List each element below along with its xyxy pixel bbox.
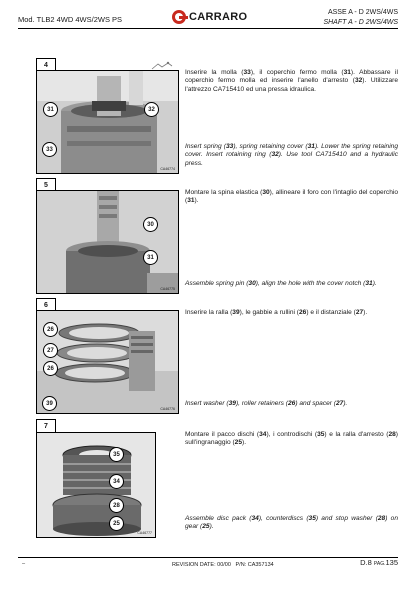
text-run: ), spring retaining cover ( (233, 143, 308, 150)
text-run: Inserire la ralla ( (185, 309, 233, 316)
revision-value: 00/00 (217, 562, 231, 568)
page-label: PAG. (373, 561, 386, 567)
text-run: ) and spacer ( (295, 400, 337, 407)
part-ref: 26 (287, 400, 296, 407)
pn-label: P/N: (235, 562, 247, 568)
text-run: ), le gabbie a rullini ( (239, 309, 299, 316)
callout: 26 (43, 361, 58, 376)
text-run: Insert washer ( (185, 400, 229, 407)
text-run: ). (314, 143, 319, 150)
text-run: ) sull'ingranaggio ( (185, 431, 398, 447)
part-ref: 31 (187, 197, 195, 205)
callout: 31 (43, 102, 58, 117)
text-run: ), i controdischi ( (266, 431, 318, 438)
text-run: Inserire la molla ( (185, 69, 244, 76)
text-run: Assemble disc pack ( (185, 515, 252, 522)
step-number: 5 (36, 178, 56, 192)
text-run: Assemble spring pin ( (185, 280, 249, 287)
step-text-en (185, 143, 398, 168)
page-number: 135 (385, 558, 398, 567)
footer-rule (18, 557, 398, 558)
revision-info (172, 562, 274, 568)
callout: 25 (109, 516, 124, 531)
text-run: ). (242, 439, 247, 447)
part-ref: 35 (317, 431, 325, 438)
text-run: ). (362, 77, 367, 85)
section-code: D.8 (360, 558, 372, 567)
text-run: ) e la ralla d'arresto ( (324, 431, 389, 438)
part-ref: 31 (343, 69, 351, 76)
part-ref: 26 (299, 309, 307, 316)
footer-mark: – (22, 561, 26, 567)
photo-code: CA46775 (160, 287, 175, 291)
step-number: 4 (36, 58, 56, 72)
text-run: ). (194, 197, 199, 205)
callout: 30 (143, 217, 158, 232)
section-title-en: SHAFT A - D 2WS/4WS (323, 19, 398, 26)
text-run: Lower the spring retaining cover. Insert rotaining ring ( (185, 143, 398, 159)
photo-code: CA46777 (137, 531, 152, 535)
text-run: Montare il pacco dischi ( (185, 431, 260, 438)
callout: 33 (42, 142, 57, 157)
part-ref: 34 (251, 515, 259, 522)
text-run: Use tool CA715410 and a hydraulic press. (185, 151, 398, 167)
callout: 32 (144, 102, 159, 117)
photo-code: CA46774 (160, 167, 175, 171)
text-run: ), roller retainers ( (235, 400, 288, 407)
step-number: 6 (36, 298, 56, 312)
text-run: ), align the hole with the cover notch ( (255, 280, 366, 287)
text-run: ), counterdiscs ( (258, 515, 309, 522)
step-number: 7 (36, 419, 56, 433)
tool-icon (150, 58, 174, 68)
section-title (323, 8, 398, 28)
step-text-it (185, 309, 398, 317)
text-run: ) and stop washer ( (315, 515, 378, 522)
step-photo (36, 190, 179, 294)
text-run: Montare la spina elastica ( (185, 189, 263, 196)
carraro-logo-icon (172, 10, 186, 24)
part-ref: 35 (308, 515, 316, 522)
text-run: ), allineare il foro con l'intaglio del coperchio ( (185, 189, 398, 205)
step-text-en (185, 280, 398, 288)
pn-value: CA357134 (247, 562, 274, 568)
step-text-it (185, 431, 398, 448)
part-ref: 31 (307, 143, 315, 150)
part-ref: 32 (354, 77, 363, 85)
part-ref: 28 (388, 431, 396, 438)
part-ref: 32 (271, 151, 279, 159)
part-ref: 27 (336, 400, 344, 407)
text-run: ), il coperchio fermo molla ( (250, 69, 344, 76)
text-run: ). (372, 280, 377, 287)
text-run: Abbassare il coperchio fermo molla ed inserire l'anello d'arresto ( (185, 69, 398, 85)
callout: 28 (109, 498, 124, 513)
header-rule (18, 28, 398, 29)
text-run: ). (209, 523, 214, 531)
step-text-en (185, 400, 398, 408)
part-ref: 30 (248, 280, 256, 287)
text-run: ). (363, 309, 368, 316)
callout: 35 (109, 447, 124, 462)
text-run: ) on gear ( (185, 515, 398, 531)
step-text-en (185, 515, 398, 532)
part-ref: 31 (365, 280, 373, 287)
part-ref: 33 (243, 69, 251, 76)
step-text-it (185, 189, 398, 206)
brand-name: CARRARO (189, 11, 248, 23)
part-ref: 33 (225, 143, 234, 150)
text-run: Utilizzare l'attrezzo CA715410 ed una pressa idraulica. (185, 77, 398, 93)
model-label: Mod. TLB2 4WD 4WS/2WS PS (18, 15, 123, 24)
callout: 27 (43, 343, 58, 358)
callout: 34 (109, 474, 124, 489)
text-run: ). (278, 151, 283, 159)
section-title-it: ASSE A - D 2WS/4WS (327, 9, 398, 16)
text-run: Insert spring ( (185, 143, 226, 150)
text-run: ) e il distanziale ( (306, 309, 356, 316)
part-ref: 27 (355, 309, 364, 316)
part-ref: 25 (234, 439, 242, 447)
part-ref: 39 (228, 400, 236, 407)
revision-label: REVISION DATE: (172, 562, 216, 568)
part-ref: 30 (262, 189, 270, 196)
step-photo (36, 310, 179, 414)
callout: 31 (143, 250, 158, 265)
photo-code: CA46776 (160, 407, 175, 411)
brand-logo (172, 8, 252, 26)
part-ref: 34 (259, 431, 267, 438)
step-photo (36, 70, 179, 174)
part-ref: 28 (377, 515, 386, 522)
callout: 39 (42, 396, 57, 411)
page-info (360, 558, 398, 567)
callout: 26 (43, 322, 58, 337)
part-ref: 39 (232, 309, 240, 316)
step-photo (36, 432, 156, 538)
text-run: ). (350, 69, 355, 76)
text-run: ). (343, 400, 348, 407)
step-text-it (185, 69, 398, 94)
part-ref: 25 (202, 523, 210, 531)
